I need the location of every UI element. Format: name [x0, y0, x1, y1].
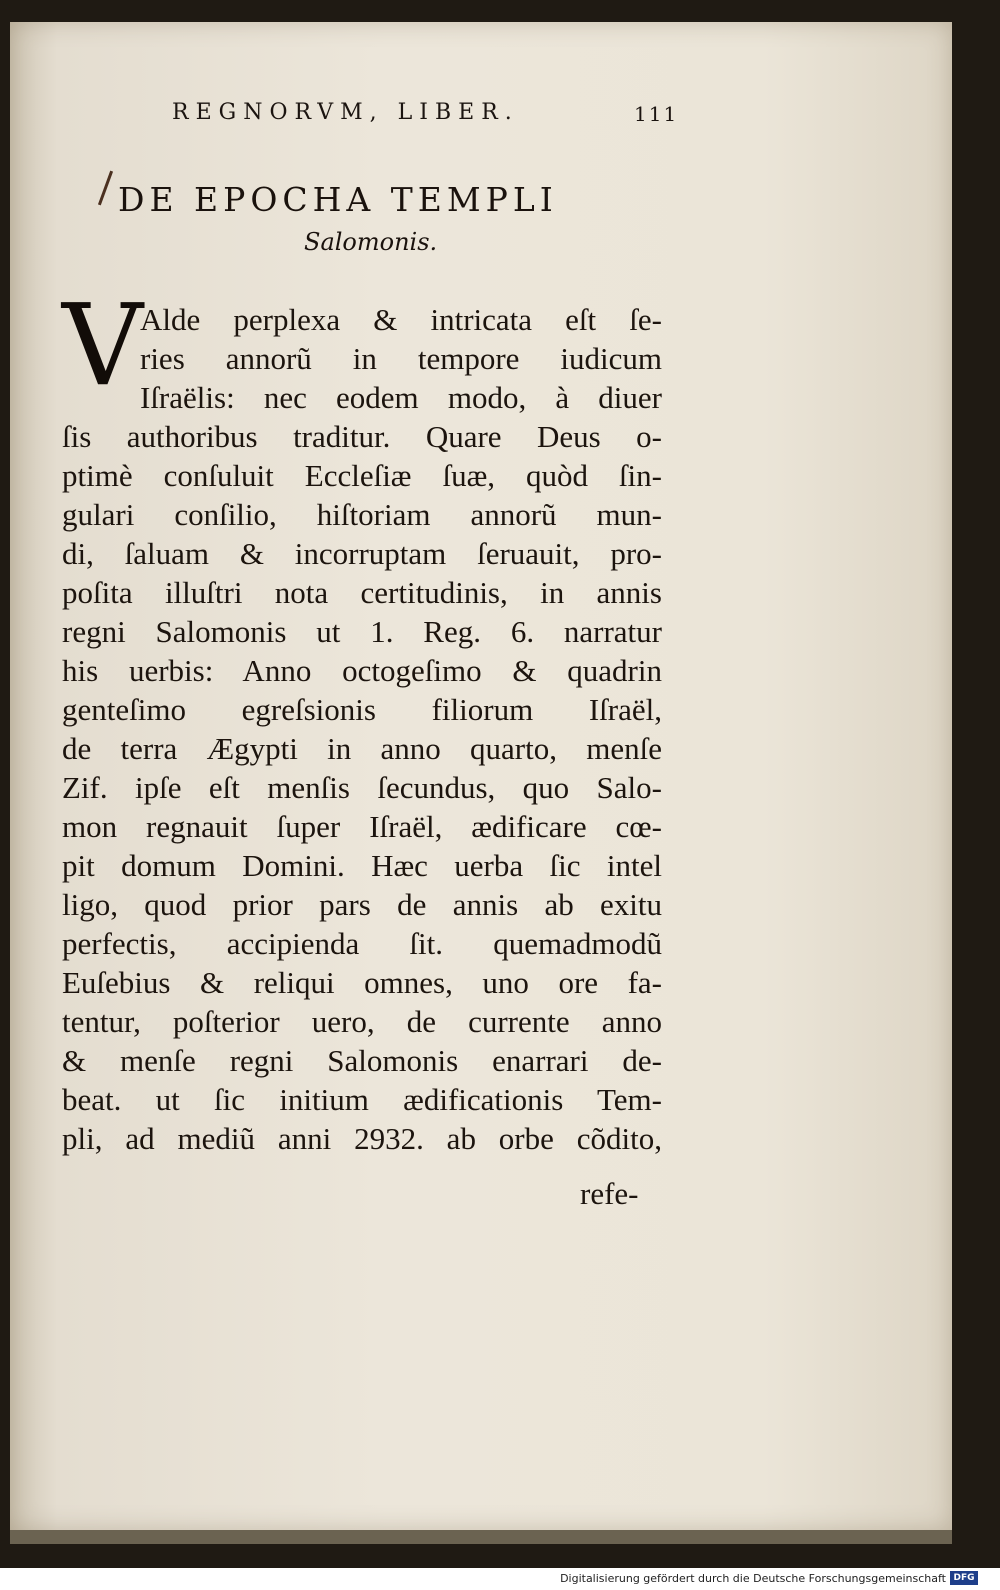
page-edge: [10, 1530, 952, 1544]
funding-credit: Digitalisierung gefördert durch die Deutsche Forschungsgemeinschaft: [560, 1572, 946, 1585]
catchword: refe-: [580, 1176, 639, 1211]
text-line: genteſimo egreſsionis filiorum Iſraël,: [62, 692, 662, 727]
text-line: ptimè conſuluit Eccleſiæ ſuæ, quòd ſin-: [62, 458, 662, 493]
text-line: his uerbis: Anno octogeſimo & quadrin: [62, 653, 662, 688]
text-line: Alde perplexa & intricata eſt ſe-: [140, 302, 662, 337]
text-line: ſis authoribus traditur. Quare Deus o-: [62, 419, 662, 454]
chapter-subtitle: Salomonis.: [304, 228, 438, 256]
text-line: tentur, poſterior uero, de currente anno: [62, 1004, 662, 1039]
text-line: regni Salomonis ut 1. Reg. 6. narratur: [62, 614, 662, 649]
text-line: mon regnauit ſuper Iſraël, ædificare cœ-: [62, 809, 662, 844]
text-line: Euſebius & reliqui omnes, uno ore fa-: [62, 965, 662, 1000]
text-line: pit domum Domini. Hæc uerba ſic intel: [62, 848, 662, 883]
running-head: REGNORVM, LIBER.: [172, 100, 519, 125]
text-line: Iſraëlis: nec eodem modo, à diuer: [140, 380, 662, 415]
dfg-logo: DFG: [950, 1571, 978, 1585]
page-number: 111: [634, 102, 679, 126]
text-line: & menſe regni Salomonis enarrari de-: [62, 1043, 662, 1078]
text-line: di, ſaluam & incorruptam ſeruauit, pro-: [62, 536, 662, 571]
text-line: ligo, quod prior pars de annis ab exitu: [62, 887, 662, 922]
chapter-title: DE EPOCHA TEMPLI: [118, 180, 558, 219]
text-line: beat. ut ſic initium ædificationis Tem-: [62, 1082, 662, 1117]
text-line: perfectis, accipienda ſit. quemadmodũ: [62, 926, 662, 961]
text-line: de terra Ægypti in anno quarto, menſe: [62, 731, 662, 766]
text-line: pli, ad mediũ anni 2932. ab orbe cõdito,: [62, 1121, 662, 1156]
drop-cap: V: [62, 281, 143, 411]
text-line: ries annorũ in tempore iudicum: [140, 341, 662, 376]
text-line: poſita illuſtri nota certitudinis, in annis: [62, 575, 662, 610]
text-line: gulari conſilio, hiſtoriam annorũ mun-: [62, 497, 662, 532]
text-line: Zif. ipſe eſt menſis ſecundus, quo Salo-: [62, 770, 662, 805]
